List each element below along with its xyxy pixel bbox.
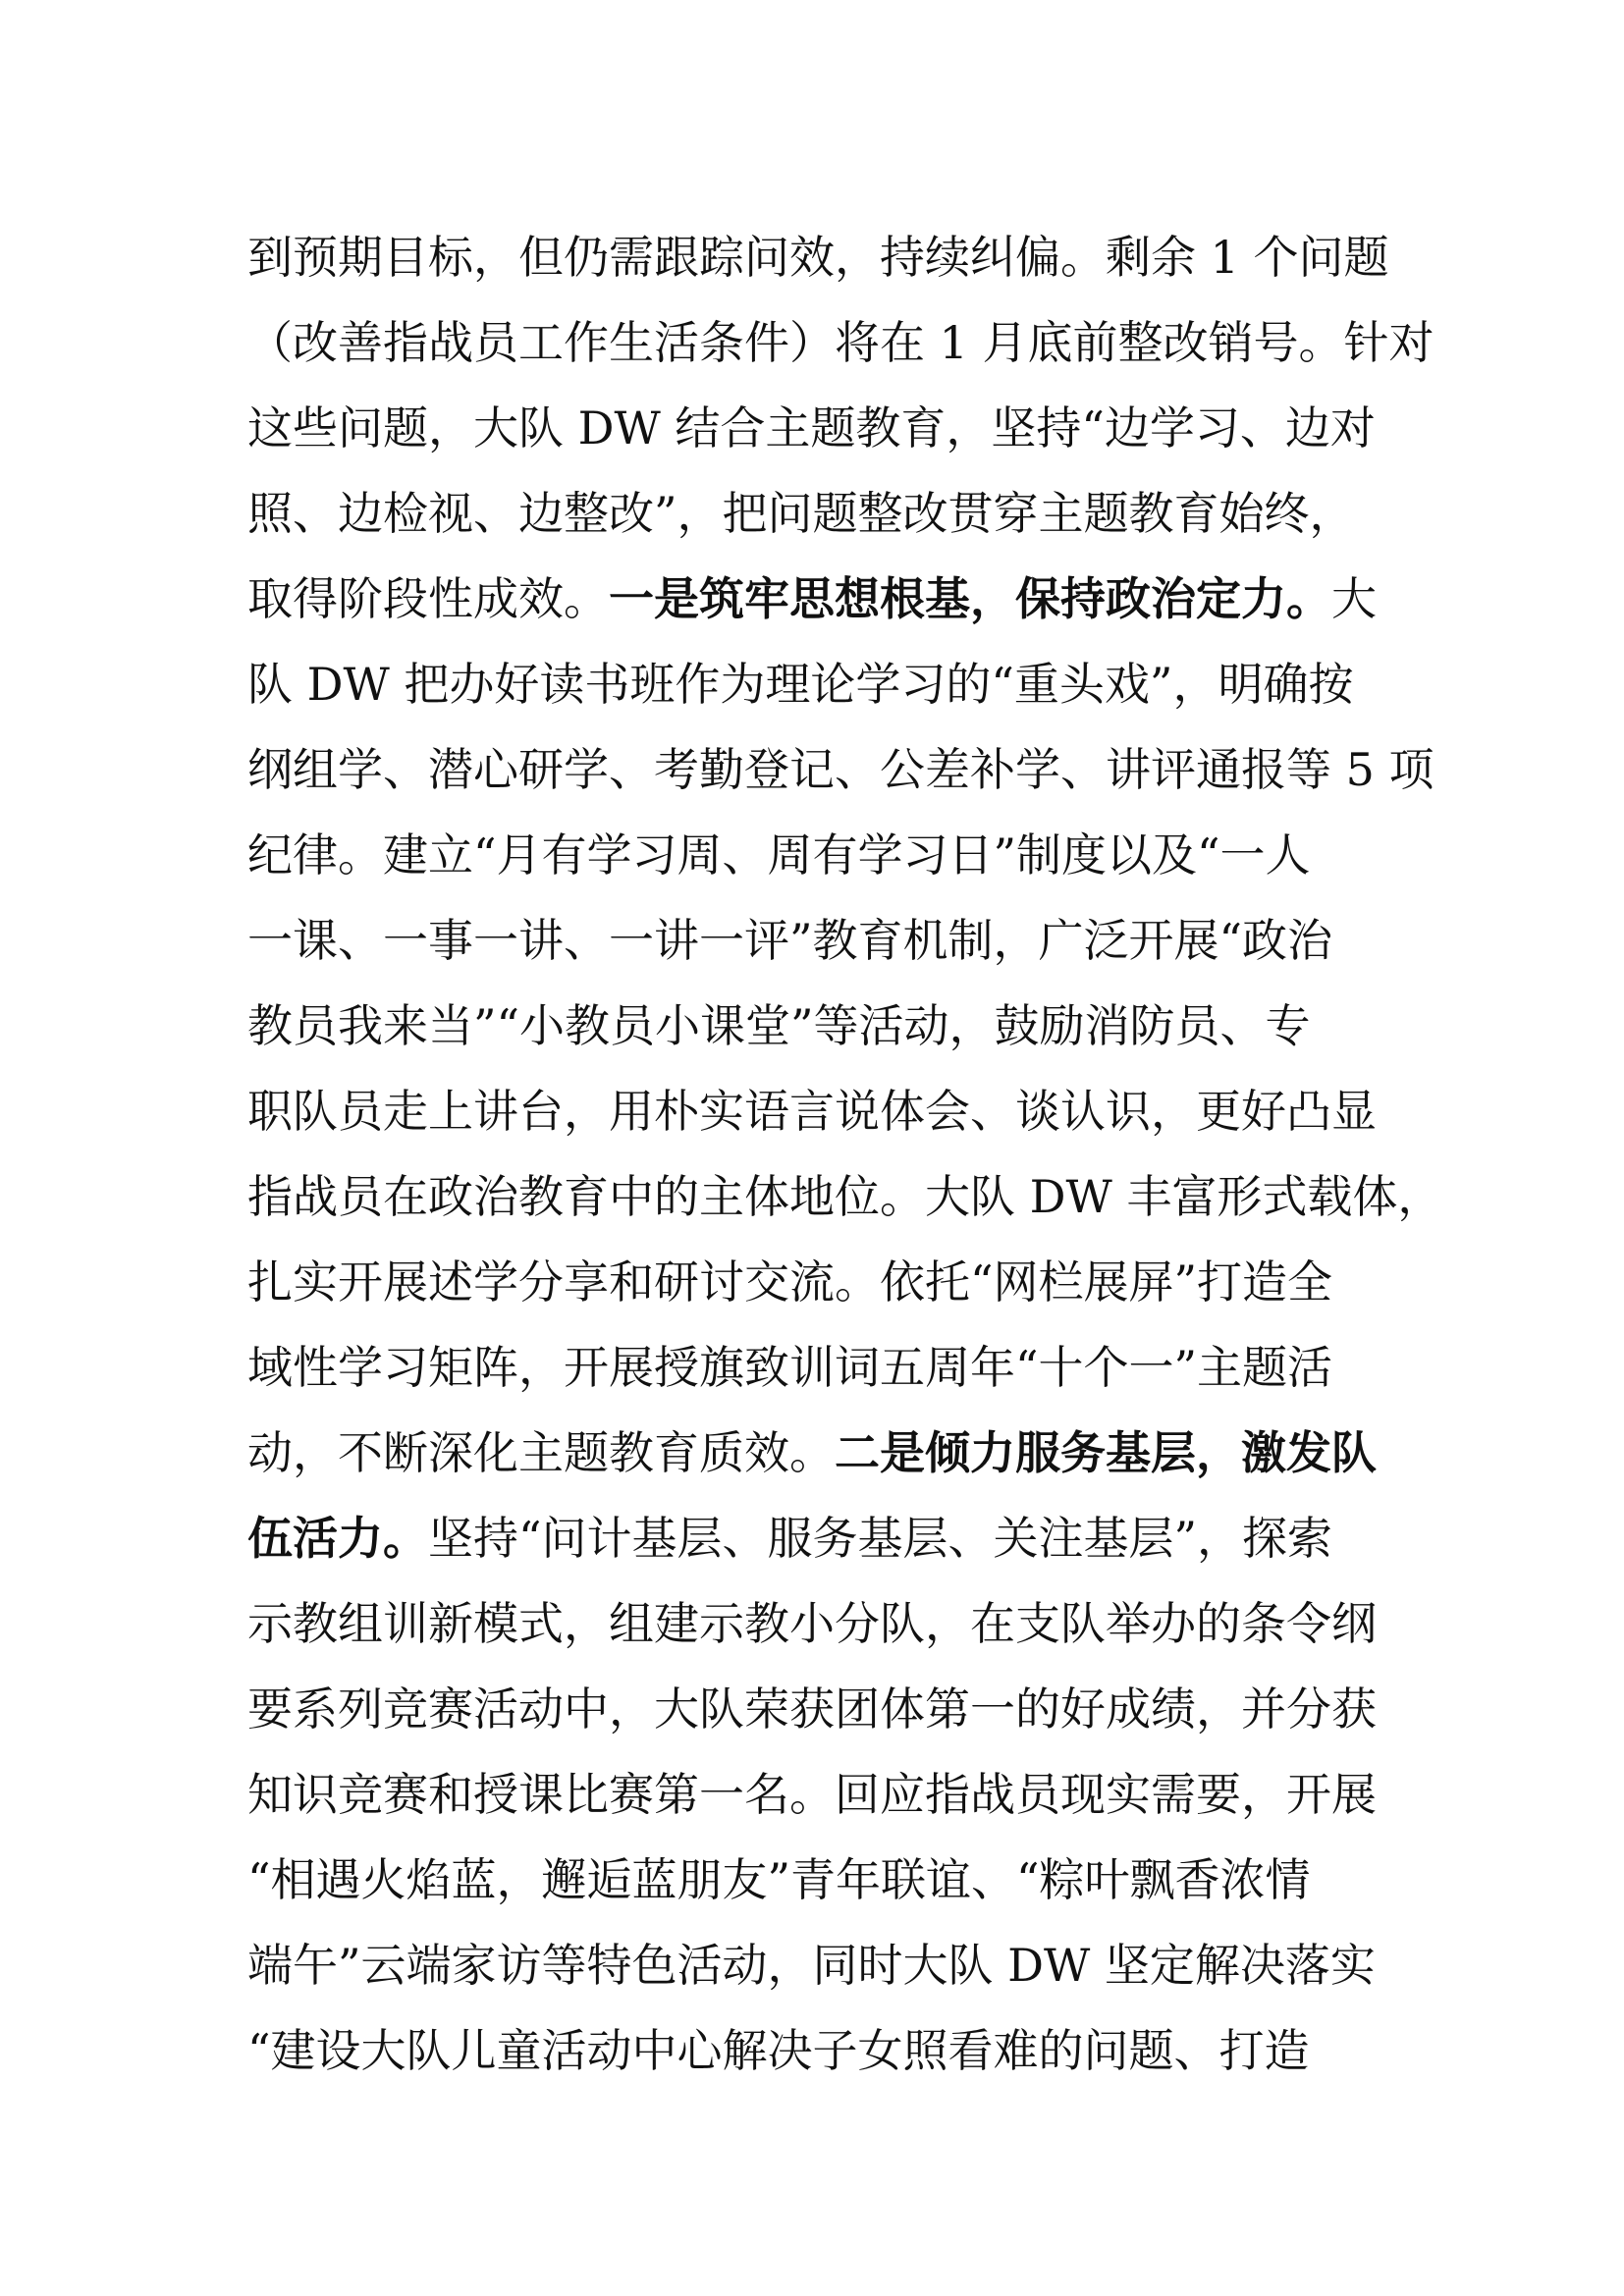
bold-heading-text: 一是筑牢思想根基，保持政治定力。	[609, 572, 1331, 625]
body-text: 照、边检视、边整改”，把问题整改贯穿主题教育始终，	[247, 487, 1355, 540]
document-body	[247, 215, 1443, 2094]
text-line	[247, 1411, 1396, 1496]
body-text: 纪律。建立“月有学习周、周有学习日”制度以及“一人	[247, 828, 1311, 881]
body-text: 队 DW 把办好读书班作为理论学习的“重头戏”，明确按	[247, 658, 1354, 711]
text-line	[247, 898, 1396, 984]
body-text: 纲组学、潜心研学、考勤登记、公差补学、讲评通报等 5 项	[247, 743, 1435, 796]
body-text: 域性学习矩阵，开展授旗致训词五周年“十个一”主题活	[247, 1341, 1333, 1394]
text-line	[247, 1838, 1396, 1923]
body-text: 示教组训新模式，组建示教小分队，在支队举办的条令纲	[247, 1597, 1377, 1650]
body-text: （改善指战员工作生活条件）将在 1 月底前整改销号。针对	[247, 316, 1435, 369]
bold-heading-text: 二是倾力服务基层，激发队	[835, 1426, 1377, 1479]
body-text: 端午”云端家访等特色活动，同时大队 DW 坚定解决落实	[247, 1939, 1376, 1992]
text-line	[247, 557, 1396, 642]
text-line	[247, 215, 1396, 300]
body-text: 扎实开展述学分享和研讨交流。依托“网栏展屏”打造全	[247, 1255, 1333, 1308]
text-line	[247, 386, 1396, 471]
body-text: “相遇火焰蓝，邂逅蓝朋友”青年联谊、“粽叶飘香浓情	[247, 1853, 1311, 1906]
body-text: 到预期目标，但仍需跟踪问效，持续纠偏。剩余 1 个问题	[247, 231, 1389, 284]
text-line	[247, 2008, 1396, 2094]
text-line	[247, 471, 1396, 557]
text-line	[247, 813, 1396, 898]
body-text: 职队员走上讲台，用朴实语言说体会、谈认识，更好凸显	[247, 1085, 1377, 1138]
text-line	[247, 300, 1435, 386]
body-text: 要系列竞赛活动中，大队荣获团体第一的好成绩，并分获	[247, 1682, 1377, 1735]
body-text: 坚持“问计基层、服务基层、关注基层”，探索	[428, 1512, 1333, 1565]
text-line	[247, 1240, 1396, 1325]
body-text: 大	[1331, 572, 1377, 625]
text-line	[247, 1752, 1396, 1838]
text-line	[247, 1923, 1396, 2008]
text-line	[247, 727, 1435, 813]
body-text: 知识竞赛和授课比赛第一名。回应指战员现实需要，开展	[247, 1768, 1377, 1821]
body-text: 一课、一事一讲、一讲一评”教育机制，广泛开展“政治	[247, 914, 1333, 967]
text-line	[247, 1667, 1396, 1752]
body-text: 指战员在政治教育中的主体地位。大队 DW 丰富形式载体，	[247, 1170, 1443, 1223]
body-text: “建设大队儿童活动中心解决子女照看难的问题、打造	[247, 2024, 1310, 2077]
text-line	[247, 1325, 1396, 1411]
body-text: 这些问题，大队 DW 结合主题教育，坚持“边学习、边对	[247, 401, 1376, 454]
text-line	[247, 1154, 1443, 1240]
text-line	[247, 984, 1396, 1069]
bold-heading-text: 伍活力。	[247, 1512, 428, 1565]
body-text: 取得阶段性成效。	[247, 572, 609, 625]
text-line	[247, 642, 1396, 727]
text-line	[247, 1069, 1396, 1154]
body-text: 教员我来当”“小教员小课堂”等活动，鼓励消防员、专	[247, 999, 1311, 1052]
text-line	[247, 1496, 1396, 1581]
body-text: 动，不断深化主题教育质效。	[247, 1426, 835, 1479]
text-line	[247, 1581, 1396, 1667]
